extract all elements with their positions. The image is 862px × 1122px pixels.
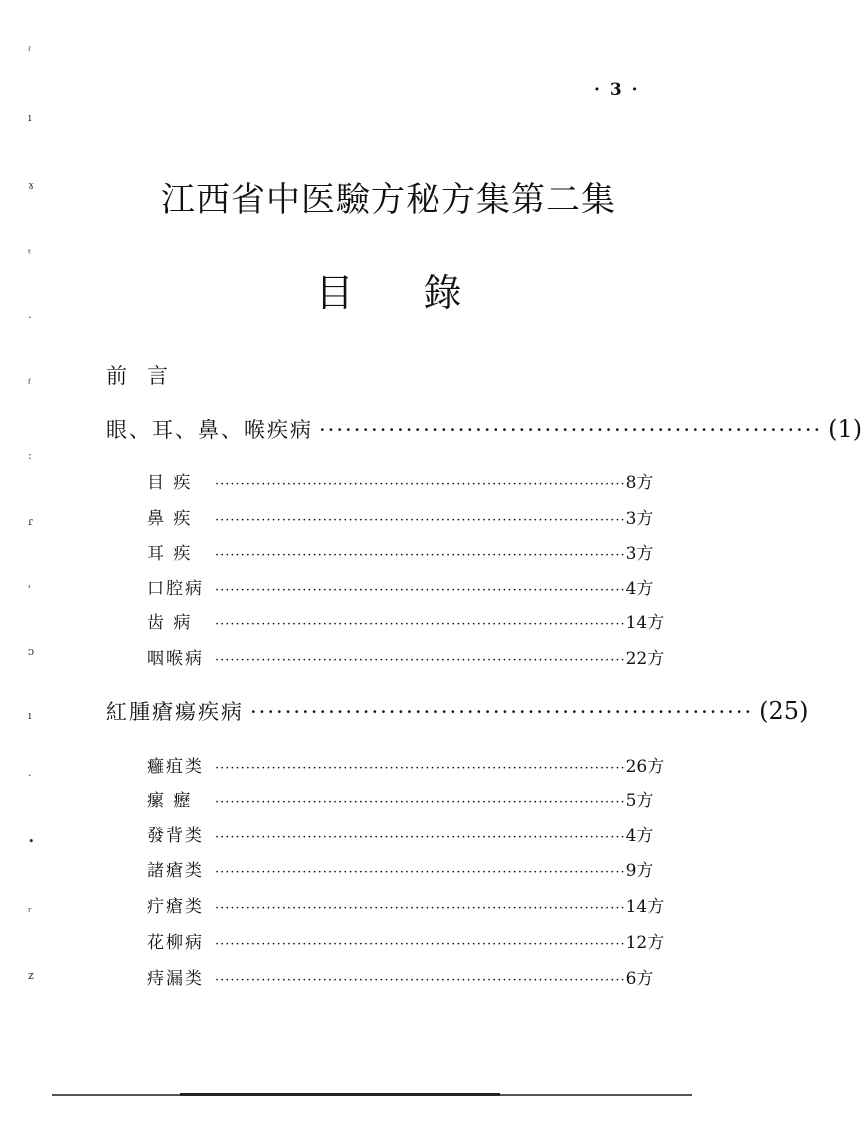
dot-leader: ················································································	[215, 583, 626, 598]
toc-entry	[147, 644, 665, 669]
scan-mark: •	[28, 835, 35, 848]
entry-count: 5方	[625, 791, 654, 811]
scan-mark: ᴐ	[28, 645, 35, 658]
entry-count: 22方	[625, 649, 665, 669]
scan-mark: ᶠ	[28, 377, 31, 390]
dot-leader: ················································································	[215, 761, 626, 776]
entry-count: 4方	[625, 579, 654, 599]
scan-mark: ʳ	[28, 905, 32, 918]
scan-mark: ɾ	[28, 515, 33, 528]
entry-label: 花柳病	[147, 933, 204, 953]
section-page: (1)	[828, 415, 862, 443]
entry-label: 齿 病	[147, 613, 193, 633]
entry-count: 14方	[625, 897, 665, 917]
dot-leader: ················································································	[215, 617, 626, 632]
scan-mark: ˀ	[28, 45, 32, 58]
entry-count: 3方	[625, 509, 654, 529]
entry-label: 口腔病	[147, 579, 204, 599]
scan-mark: ᴢ	[28, 969, 34, 982]
entry-label: 痔漏类	[147, 969, 204, 989]
scan-mark: ı	[28, 111, 32, 124]
entry-count: 3方	[625, 544, 654, 564]
dot-leader: ················································································	[215, 937, 626, 952]
toc-entry	[147, 928, 665, 953]
toc-entry	[147, 574, 654, 599]
toc-entry	[147, 786, 654, 811]
toc-entry	[147, 821, 654, 846]
entry-count: 6方	[625, 969, 654, 989]
scan-mark: ˒	[28, 581, 32, 594]
entry-label: 發背类	[147, 826, 204, 846]
dot-leader: ················································································	[215, 795, 626, 810]
entry-count: 8方	[625, 473, 654, 493]
dot-leader: ··························································	[250, 700, 754, 724]
scan-mark: ɤ	[28, 179, 35, 192]
toc-section	[106, 414, 862, 444]
toc-section	[106, 696, 809, 726]
scan-mark: ᵗ	[28, 247, 31, 260]
entry-label: 癰疽类	[147, 757, 204, 777]
toc-entry	[147, 752, 665, 777]
entry-count: 4方	[625, 826, 654, 846]
page-number: · 3 ·	[594, 80, 640, 100]
entry-label: 疔瘡类	[147, 897, 204, 917]
toc-heading-text: 目錄	[315, 271, 532, 315]
entry-count: 26方	[625, 757, 665, 777]
dot-leader: ················································································	[215, 513, 626, 528]
toc-entry	[147, 468, 654, 493]
entry-label: 鼻 疾	[147, 509, 193, 529]
dot-leader: ················································································	[215, 653, 626, 668]
dot-leader: ················································································	[215, 973, 626, 988]
section-title: 紅腫瘡瘍疾病	[106, 700, 244, 724]
dot-leader: ··························································	[319, 418, 823, 442]
entry-label: 瘰 癧	[147, 791, 193, 811]
entry-count: 9方	[625, 861, 654, 881]
scan-mark: ·	[28, 769, 32, 782]
entry-label: 目 疾	[147, 473, 193, 493]
toc-entry	[147, 539, 654, 564]
section-page: (25)	[759, 697, 809, 725]
bottom-rule-thick	[180, 1093, 500, 1096]
dot-leader: ················································································	[215, 865, 626, 880]
preface-entry: 前言	[106, 364, 188, 388]
dot-leader: ················································································	[215, 477, 626, 492]
entry-label: 諸瘡类	[147, 861, 204, 881]
entry-count: 12方	[625, 933, 665, 953]
scan-mark: :	[28, 449, 32, 462]
scan-mark: ·	[28, 311, 32, 324]
toc-entry	[147, 964, 654, 989]
entry-label: 耳 疾	[147, 544, 193, 564]
toc-heading	[0, 262, 737, 317]
toc-entry	[147, 856, 654, 881]
section-title: 眼、耳、鼻、喉疾病	[106, 418, 313, 442]
toc-entry	[147, 608, 665, 633]
toc-entry	[147, 504, 654, 529]
book-title: 江西省中医驗方秘方集第二集	[161, 180, 616, 220]
dot-leader: ················································································	[215, 548, 626, 563]
scan-mark: ı	[28, 709, 32, 722]
entry-label: 咽喉病	[147, 649, 204, 669]
dot-leader: ················································································	[215, 830, 626, 845]
dot-leader: ················································································	[215, 901, 626, 916]
entry-count: 14方	[625, 613, 665, 633]
toc-entry	[147, 892, 665, 917]
